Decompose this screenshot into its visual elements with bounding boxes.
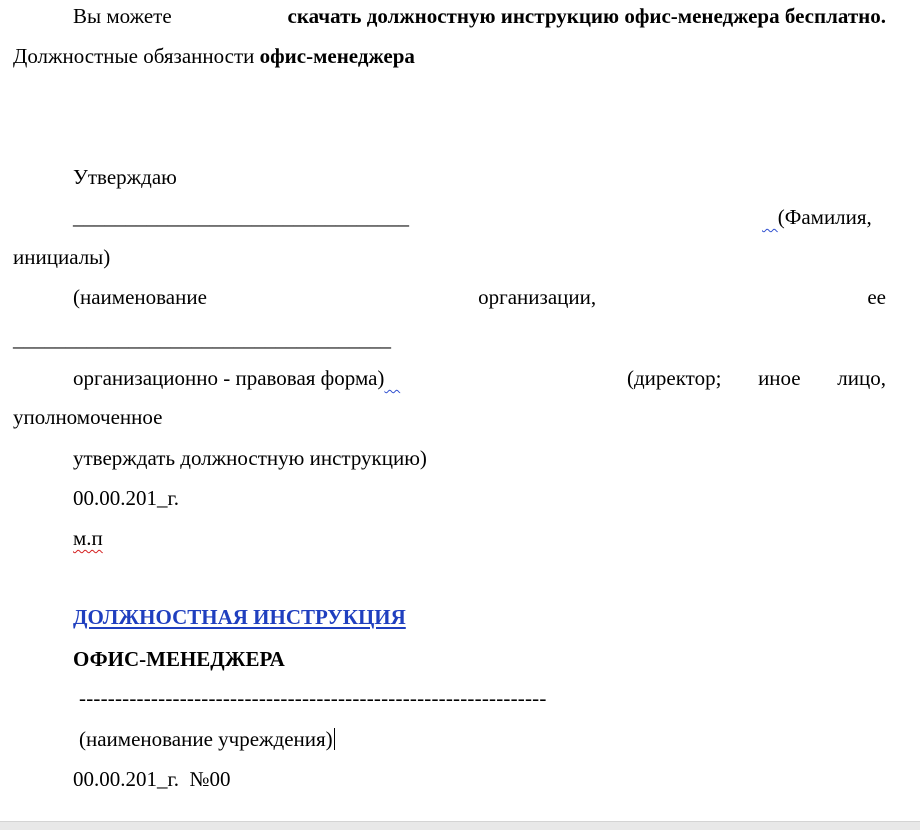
org-underline: ____________________________________	[13, 327, 391, 351]
name-hint-1	[762, 205, 872, 229]
org-word-3: ее	[867, 285, 886, 309]
institution-hint[interactable]	[79, 727, 335, 751]
approve-instruction: утверждать должностную инструкцию)	[73, 446, 427, 470]
name-hint-2: инициалы)	[13, 245, 111, 269]
director-line	[627, 366, 886, 390]
institution-hint-text: (наименование учреждения)	[79, 727, 333, 751]
document-subheading	[73, 647, 285, 671]
intro-line-1	[73, 4, 886, 28]
authorized-text: уполномоченное	[13, 405, 163, 429]
grammar-mark	[762, 205, 778, 229]
legal-form-text: организационно - правовая форма)	[73, 366, 385, 390]
org-word-1: (наименование	[73, 285, 207, 309]
document-date-number	[73, 767, 231, 791]
subheading-text: ОФИС-МЕНЕДЖЕРА	[73, 647, 285, 671]
document-heading[interactable]: ДОЛЖНОСТНАЯ ИНСТРУКЦИЯ	[73, 605, 406, 629]
director-w3: лицо,	[837, 366, 886, 390]
org-name-line	[73, 285, 886, 309]
institution-dash-line: -----------------------------------------------------------------	[79, 686, 547, 710]
stamp-place	[73, 526, 103, 550]
name-hint-text: (Фамилия,	[777, 205, 872, 229]
stamp-text: м.п	[73, 526, 103, 550]
intro-text: Вы можете	[73, 4, 172, 28]
signature-line: ________________________________	[73, 205, 409, 229]
intro-line-2	[13, 44, 415, 68]
director-w1: (директор;	[627, 366, 722, 390]
intro-line2-text: Должностные обязанности	[13, 44, 255, 68]
intro-line2-bold: офис-менеджера	[259, 44, 415, 68]
text-cursor	[334, 728, 335, 750]
approval-title: Утверждаю	[73, 165, 177, 189]
page-bottom-gutter	[0, 821, 920, 830]
date-number-text: 00.00.201_г. №00	[73, 767, 231, 791]
grammar-mark-2	[384, 366, 400, 390]
director-w2: иное	[758, 366, 801, 390]
intro-bold-link-text: скачать должностную инструкцию офис-менеджера бесплатно.	[287, 4, 886, 28]
org-word-2: организации,	[478, 285, 597, 309]
approval-date: 00.00.201_г.	[73, 486, 179, 510]
legal-form	[73, 366, 400, 390]
